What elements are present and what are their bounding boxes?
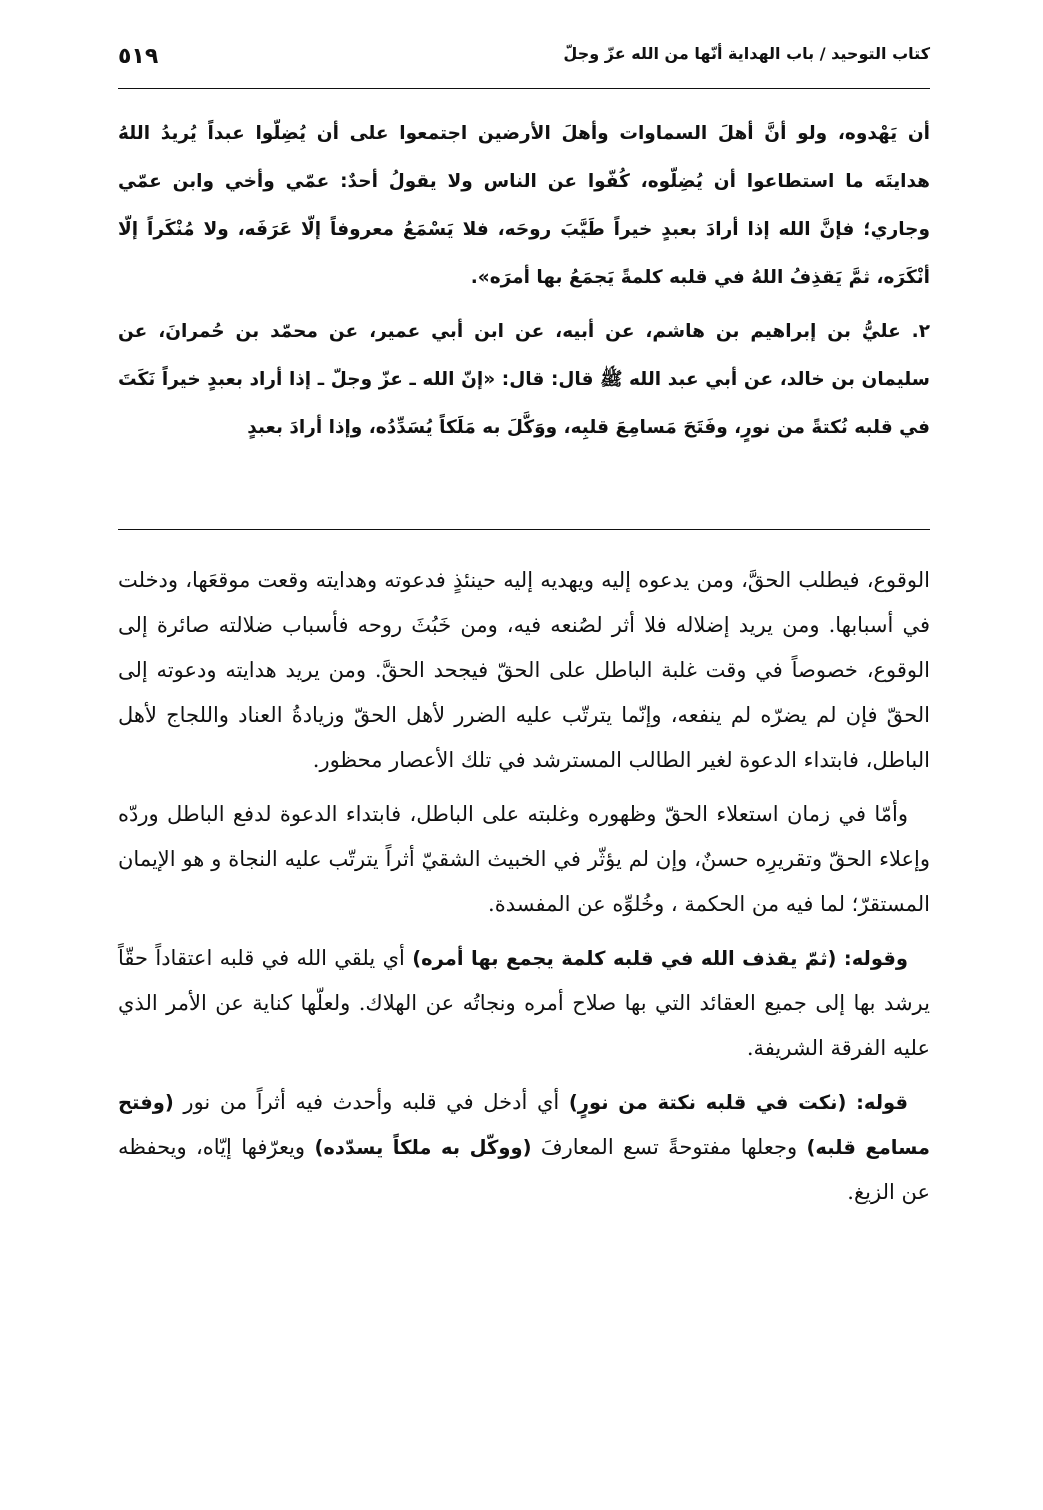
hadith-continuation: أن يَهْدوه، ولو أنَّ أهلَ السماوات وأهلَ الأرضين اجتمعوا على أن يُضِلّوا عبداً يُريدُ اللهُ هدايتَه ما استطاعوا أن يُضِلّوه، كُفّوا عن الناس ولا يقولُ أحدٌ: عمّي وأخي وابن عمّي وجاري؛ فإنَّ الله إذا أرادَ بعبدٍ خيراً طَيَّبَ روحَه، فلا يَسْمَعُ معروفاً إلّا عَرَفَه، ولا مُنْكَراً إلّا أنْكَرَه، ثمَّ يَقذِفُ اللهُ في قلبه كلمةً يَجمَعُ بها أمرَه». [118,123,930,288]
commentary-quote-4c: (ووكّل به ملكاً يسدّده) [314,1136,532,1159]
commentary-text-4c: ويعرّفها إيّاه، ويحفظه عن الزيغ. [118,1135,930,1204]
commentary-paragraph-3 [118,936,930,1071]
commentary-paragraph-4 [118,1080,930,1215]
text-commentary-divider [118,529,930,530]
page-number: ٥١٩ [118,44,159,69]
commentary-paragraph-2: وأمّا في زمان استعلاء الحقّ وظهوره وغلبته على الباطل، فابتداء الدعوة لدفع الباطل وردّه وإعلاء الحقّ وتقريرِه حسنٌ، وإن لم يؤثّر في الخبيث الشقيّ أثراً يترتّب عليه النجاة و هو الإيمان المستقرّ؛ لما فيه من الحكمة ، وخُلوِّه عن المفسدة. [118,802,930,916]
page-header [118,40,930,80]
commentary-quote-3: وقوله: (ثمّ يقذف الله في قلبه كلمة يجمع بها أمره) [412,947,908,970]
commentary-paragraph-1: الوقوع، فيطلب الحقَّ، ومن يدعوه إليه ويهديه إليه حينئذٍ فدعوته وهدايته وقعت موقعَها، ودخلت في أسبابها. ومن يريد إضلاله فلا أثر لصُنعه فيه، ومن خَبُثَ روحه فأسباب ضلالته صائرة إلى الوقوع، خصوصاً في وقت غلبة الباطل على الحقّ فيجحد الحقَّ. ومن يريد هدايته ودعوته إلى الحقّ فإن لم يضرّه لم ينفعه، وإنّما يترتّب عليه الضرر لأهل الحقّ وزيادةُ العناد واللجاج لأهل الباطل، فابتداء الدعوة لغير الطالب المسترشد في تلك الأعصار محظور. [118,568,930,772]
commentary-text-4b: وجعلها مفتوحةً تسع المعارفَ [531,1135,807,1159]
running-head: كتاب التوحيد / باب الهداية أنّها من الله عزّ وجلّ [563,44,930,63]
hadith-text-block [118,110,930,452]
commentary-text-4a: أي أدخل في قلبه وأحدث فيه أثراً من نور [173,1090,569,1114]
hadith-two: ٢. عليُّ بن إبراهيم بن هاشم، عن أبيه، عن ابن أبي عمير، عن محمّد بن حُمرانَ، عن سليمان بن خالد، عن أبي عبد الله ﷺ قال: قال: «إنّ الله ـ عزّ وجلّ ـ إذا أراد بعبدٍ خيراً نَكَتَ في قلبه نُكتةً من نورٍ، وفَتَحَ مَسامِعَ قلبِه، ووَكَّلَ به مَلَكاً يُسَدِّدُه، وإذا أرادَ بعبدٍ [118,321,930,438]
header-rule [118,88,930,89]
commentary-quote-4a: قوله: (نكت في قلبه نكتة من نورٍ) [568,1091,909,1114]
commentary-quote-4b: (وفتح مسامع قلبه) [118,1091,931,1159]
commentary-text-3: أي يلقي الله في قلبه اعتقاداً حقّاً يرشد بها إلى جميع العقائد التي بها صلاح أمره ونجاتُه عن الهلاك. ولعلّها كناية عن الأمر الذي عليه الفرقة الشريفة. [118,946,930,1060]
commentary-block [118,558,930,1224]
